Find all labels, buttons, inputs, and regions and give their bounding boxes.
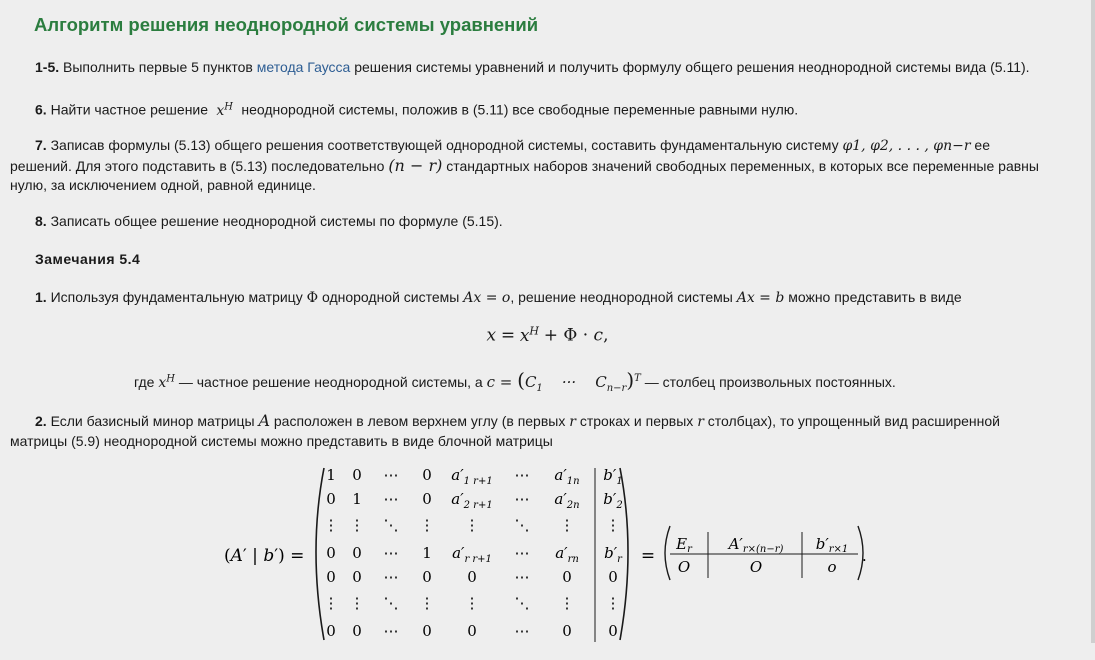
matrix-cell: ⋯ — [514, 622, 530, 640]
remark-text: столбцах), то упрощенный вид расширенной — [707, 413, 1000, 429]
step-7 — [10, 136, 1085, 195]
matrix-cell: ⋯ — [383, 544, 399, 562]
remark-text: строках и первых — [579, 413, 698, 429]
math-r: r — [697, 414, 704, 430]
step-text: Записать общее решение неоднородной системы по формуле (5.15). — [46, 213, 503, 229]
matrix-lhs — [224, 546, 304, 566]
block-period: . — [862, 547, 867, 565]
remarks-title: Замечания 5.4 — [35, 251, 141, 267]
block-b-prime: $b'_{r\times 1}$ — [815, 535, 849, 555]
gauss-method-link[interactable]: метода Гаусса — [256, 59, 351, 75]
matrix-cell: ⋮ — [349, 516, 365, 534]
matrix-cell: ⋮ — [559, 516, 575, 534]
matrix-cell: ⋮ — [419, 516, 435, 534]
block-left-paren — [665, 526, 670, 580]
step-text: Найти частное решение — [46, 101, 212, 118]
matrix-cell: ⋯ — [383, 490, 399, 508]
math-xH: $x^H$ — [158, 373, 175, 391]
matrix-cell: 0 — [352, 544, 362, 562]
matrix-cell: ⋮ — [349, 594, 365, 612]
matrix-cell: 1 — [422, 544, 432, 562]
matrix-cell: 0 — [467, 568, 477, 586]
matrix-cell: 0 — [326, 568, 336, 586]
matrix-cell: ⋮ — [323, 516, 339, 534]
remark-1 — [10, 288, 962, 308]
remark-text: Используя фундаментальную матрицу — [46, 289, 307, 305]
remark-2 — [10, 411, 1085, 451]
remark-text: расположен в левом верхнем углу (в первых — [273, 413, 570, 429]
matrix-cell: ⋮ — [464, 594, 480, 612]
where-line — [134, 368, 896, 400]
matrix-cell: ⋮ — [605, 594, 621, 612]
matrix-cell: 0 — [562, 622, 572, 640]
matrix-cell: ⋯ — [514, 568, 530, 586]
step-text: неоднородной системы, положив в (5.11) все свободные переменные равными нулю. — [237, 101, 799, 118]
math-Phi: Φ — [306, 290, 319, 306]
remark-text: однородной системы — [321, 289, 464, 305]
matrix-cell: ⋮ — [605, 516, 621, 534]
step-text: решений. Для этого подставить в (5.13) последовательно — [10, 158, 389, 174]
matrix-cell: $a'_{r r+1}$ — [452, 544, 492, 565]
math-Ax-b: Ax = b — [736, 290, 785, 306]
matrix-cell: 0 — [562, 568, 572, 586]
matrix-cell: ⋮ — [323, 594, 339, 612]
matrix-cell: $b'_r$ — [604, 544, 622, 565]
where-text: — столбец произвольных постоянных. — [644, 374, 896, 390]
matrix-cell: 1 — [352, 490, 362, 508]
matrix-cell: $b'_2$ — [603, 490, 623, 511]
matrix-cell: 0 — [326, 490, 336, 508]
step-text: стандартных наборов значений свободных переменных, в которых все переменные равны — [442, 158, 1039, 174]
matrix-cell: 0 — [326, 622, 336, 640]
math-A: A — [258, 411, 270, 430]
step-text: нулю, за исключением одной, равной единице. — [10, 177, 316, 193]
matrix-cell: 0 — [608, 622, 618, 640]
matrix-cell: 0 — [422, 622, 432, 640]
matrix-cell: ⋮ — [419, 594, 435, 612]
page-title: Алгоритм решения неоднородной системы уравнений — [34, 14, 539, 35]
matrix-cell: 0 — [326, 544, 336, 562]
matrix-cell: 0 — [352, 622, 362, 640]
matrix-cells — [324, 466, 624, 640]
matrix-cell: ⋯ — [383, 568, 399, 586]
block-A-prime: $A'_{r\times(n-r)}$ — [728, 535, 784, 555]
matrix-cell: $a'_{1 r+1}$ — [451, 466, 493, 487]
matrix-cell: ⋱ — [383, 594, 399, 612]
block-O2: O — [749, 558, 763, 576]
step-1-5 — [10, 58, 1030, 77]
step-number: 1-5. — [35, 59, 60, 75]
remark-number: 2. — [35, 413, 47, 429]
matrix-cell: $b'_1$ — [603, 466, 623, 487]
matrix-cell: 0 — [467, 622, 477, 640]
math-Ax-o: Ax = o — [463, 290, 511, 306]
matrix-cell: 0 — [352, 466, 362, 484]
scrollbar-edge[interactable] — [1091, 0, 1095, 643]
matrix-cell: ⋮ — [559, 594, 575, 612]
matrix-cell: ⋮ — [464, 516, 480, 534]
step-text: ее — [970, 137, 990, 153]
block-E: $E_r$ — [676, 535, 692, 555]
step-text: Записав формулы (5.13) общего решения соответствующей однородной системы, составить фундаментальную систему — [46, 137, 843, 153]
matrix-cell: 0 — [422, 490, 432, 508]
step-text: Выполнить первые 5 пунктов — [59, 59, 257, 75]
where-text: — частное решение неоднородной системы, а — [178, 374, 487, 390]
remark-text: Если базисный минор матрицы — [46, 413, 259, 429]
step-8 — [10, 212, 503, 231]
math-c-vector: $c = (C_1$ ··· $C_{n-r})^T$ — [486, 368, 641, 394]
math-phi-list: φ1, φ2, . . . , φn−r — [842, 138, 971, 154]
matrix-cell: $a'_{2n}$ — [554, 490, 580, 511]
matrix-cell: $a'_{2 r+1}$ — [451, 490, 493, 511]
general-solution-formula: $x = x^H + \Phi \cdot c$, — [486, 324, 609, 346]
matrix-cell: 0 — [422, 466, 432, 484]
step-number: 6. — [35, 101, 47, 118]
block-matrix-equation — [0, 460, 1095, 660]
remark-text: можно представить в виде — [788, 289, 962, 305]
step-text: решения системы уравнений и получить формулу общего решения неоднородной системы вида (5.11). — [350, 59, 1030, 75]
math-xH: $x^H$ — [216, 101, 234, 119]
math-r: r — [569, 414, 576, 430]
step-number: 7. — [35, 137, 47, 153]
matrix-cell: ⋱ — [383, 516, 399, 534]
block-O1: O — [677, 558, 691, 576]
matrix-cell: 0 — [352, 568, 362, 586]
lhs-text: (A′ | b′) = — [224, 546, 305, 566]
matrix-cell: ⋯ — [383, 622, 399, 640]
matrix-cell: 0 — [422, 568, 432, 586]
block-o: o — [827, 558, 837, 576]
matrix-cell: 1 — [326, 466, 336, 484]
math-n-minus-r: (n − r) — [388, 156, 443, 175]
where-text: где — [134, 374, 159, 390]
step-number: 8. — [35, 213, 47, 229]
matrix-cell: ⋯ — [514, 544, 530, 562]
remark-text: матрицы (5.9) неоднородной системы можно представить в виде блочной матрицы — [10, 433, 553, 449]
remark-text: , решение неоднородной системы — [510, 289, 737, 305]
matrix-cell: $a'_{1n}$ — [554, 466, 580, 487]
matrix-cell: 0 — [608, 568, 618, 586]
matrix-cell: $a'_{rn}$ — [555, 544, 579, 565]
equals-sign: = — [640, 546, 656, 566]
remark-number: 1. — [35, 289, 47, 305]
matrix-cell: ⋯ — [383, 466, 399, 484]
matrix-cell: ⋯ — [514, 466, 530, 484]
step-6 — [10, 97, 798, 121]
matrix-cell: ⋱ — [514, 516, 530, 534]
matrix-cell: ⋱ — [514, 594, 530, 612]
left-paren — [316, 468, 324, 640]
matrix-cell: ⋯ — [514, 490, 530, 508]
